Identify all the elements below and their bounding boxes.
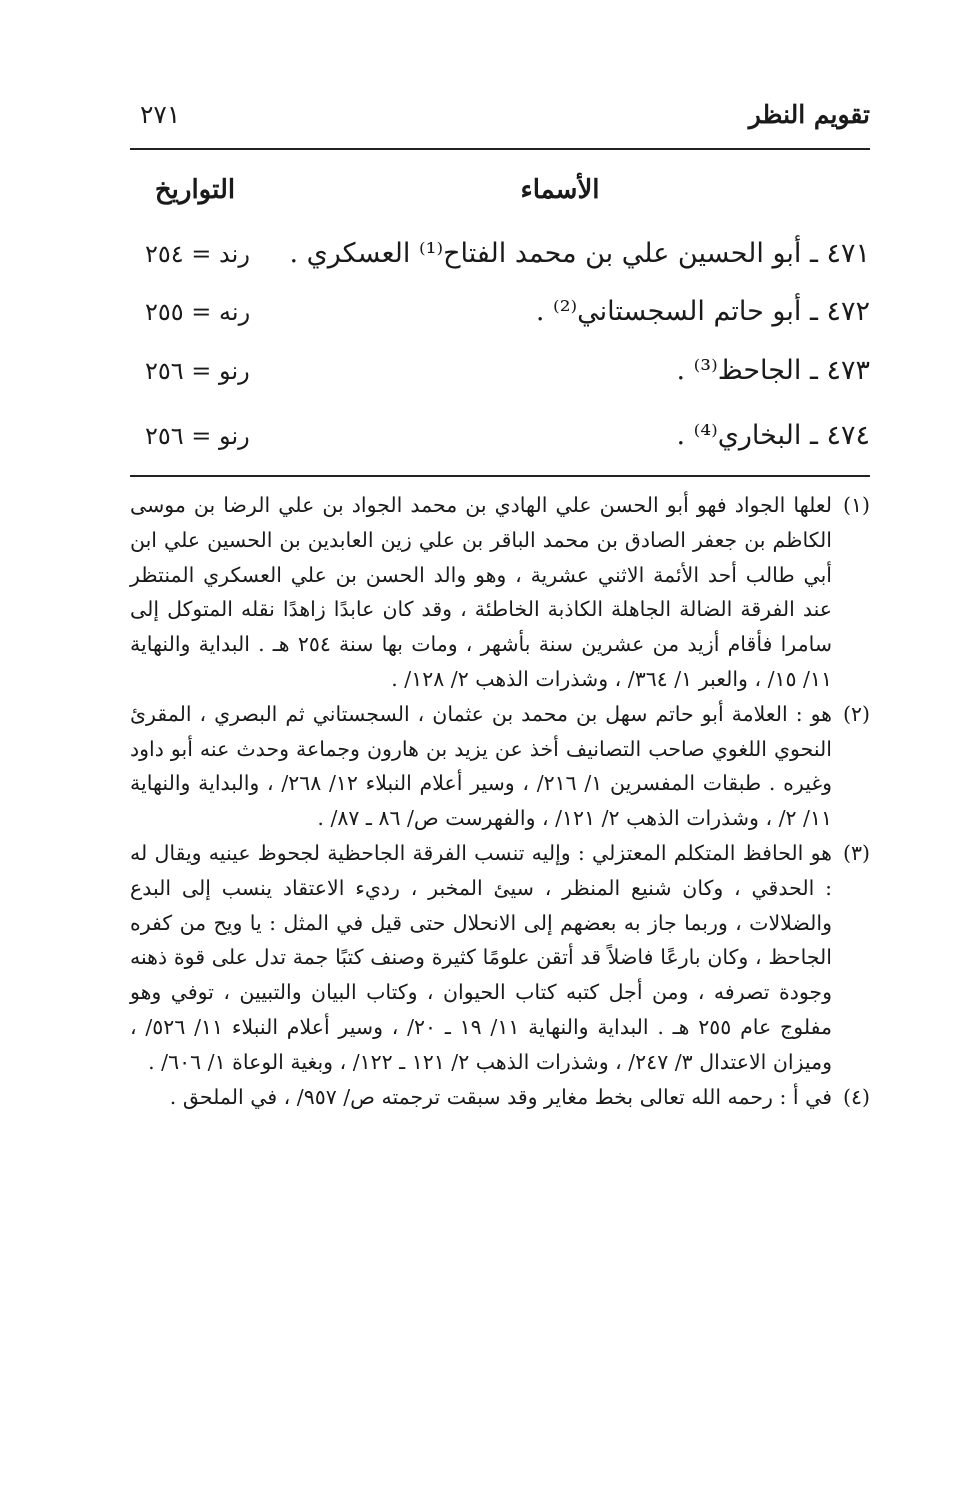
footnote-text: هو : العلامة أبو حاتم سهل بن محمد بن عثمان ، السجستاني ثم البصري ، المقرئ النحوي اللغوي صاحب التصانيف أخذ عن يزيد بن هارون وجماعة وحدث عنه أبو داود وغيره . طبقات المفسرين ١/ ٢١٦/ ، وسير أعلام النبلاء ١٢/ ٢٦٨/ ، والبداية والنهاية ١١/ ٢/ ، وشذرات الذهب ٢/ ١٢١/ ، والفهرست ص/ ٨٦ ـ ٨٧/ .	[130, 701, 833, 831]
entry-date: رند = ٢٥٤	[145, 240, 250, 268]
entry-name: ٤٧٢ ـ أبو حاتم السجستاني⁽²⁾ .	[535, 296, 870, 327]
footnote-text: لعلها الجواد فهو أبو الحسن علي الهادي بن محمد الجواد بن علي الرضا بن موسى الكاظم بن جعفر الصادق بن محمد الباقر بن علي زين العابدين بن الحسين علي ابن أبي طالب أحد الأئمة الاثني عشرية ، وهو والد الحسن بن علي العسكري المنتظر عند الفرقة الضالة الجاهلة الكاذبة الخاطئة ، وقد كان عابدًا زاهدًا نقله المتوكل إلى سامرا فأقام أزيد من عشرين سنة بأشهر ، ومات بها سنة ٢٥٤ هـ . البداية والنهاية ١١/ ١٥/ ، والعبر ١/ ٣٦٤/ ، وشذرات الذهب ٢/ ١٢٨/ .	[130, 493, 832, 691]
page-number: ٢٧١	[140, 100, 181, 129]
footnotes	[130, 488, 870, 1114]
footnote-number: (١)	[842, 493, 870, 517]
footnote-number: (٤)	[842, 1084, 870, 1109]
entry-472	[130, 296, 870, 336]
dates-column-heading: التواريخ	[154, 175, 236, 205]
entry-date: رنو = ٢٥٦	[145, 422, 250, 450]
page-header	[130, 100, 870, 140]
footnote-2	[130, 697, 870, 836]
entry-date: رنه = ٢٥٥	[145, 298, 251, 326]
footnote-1	[130, 488, 870, 697]
entry-name: ٤٧٤ ـ البخاري⁽⁴⁾ .	[676, 420, 870, 451]
entry-name: ٤٧١ ـ أبو الحسين علي بن محمد الفتاح⁽¹⁾ العسكري .	[289, 238, 870, 269]
footnote-number: (٣)	[842, 840, 870, 865]
footnote-text: في أ : رحمه الله تعالى بخط مغاير وقد سبقت ترجمته ص/ ٩٥٧/ ، في الملحق .	[169, 1084, 832, 1109]
footnote-3	[130, 836, 870, 1080]
entry-474	[130, 420, 870, 460]
entry-471	[130, 238, 870, 278]
footnote-number: (٢)	[842, 701, 870, 726]
entry-name: ٤٧٣ ـ الجاحظ⁽³⁾ .	[676, 355, 870, 386]
footnote-4	[130, 1080, 870, 1115]
footnote-text: هو الحافظ المتكلم المعتزلي : وإليه تنسب الفرقة الجاحظية لجحوظ عينيه ويقال له : الحدقي ، وكان شنيع المنظر ، سيئ المخبر ، رديء الاعتقاد ينسب إلى البدع والضلالات ، وربما جاز به بعضهم إلى الانحلال حتى قيل في المثل : يا ويح من كفره الجاحظ ، وكان بارعًا فاضلاً قد أتقن علومًا كثيرة وصنف كتبًا جمة تدل على قوة ذهنه وجودة تصرفه ، ومن أجل كتبه كتاب الحيوان ، وكتاب البيان والتبيين ، توفي وهو مفلوج عام ٢٥٥ هـ . البداية والنهاية ١١/ ١٩ ـ ٢٠/ ، وسير أعلام النبلاء ١١/ ٥٢٦/ ، وميزان الاعتدال ٣/ ٢٤٧/ ، وشذرات الذهب ٢/ ١٢١ ـ ١٢٢/ ، وبغية الوعاة ١/ ٦٠٦/ .	[130, 840, 832, 1074]
footnote-divider	[130, 475, 870, 477]
names-column-heading: الأسماء	[520, 175, 600, 205]
entry-473	[130, 355, 870, 395]
entry-date: رنو = ٢٥٦	[145, 357, 250, 385]
header-divider	[130, 148, 870, 150]
running-title: تقويم النظر	[748, 100, 870, 129]
